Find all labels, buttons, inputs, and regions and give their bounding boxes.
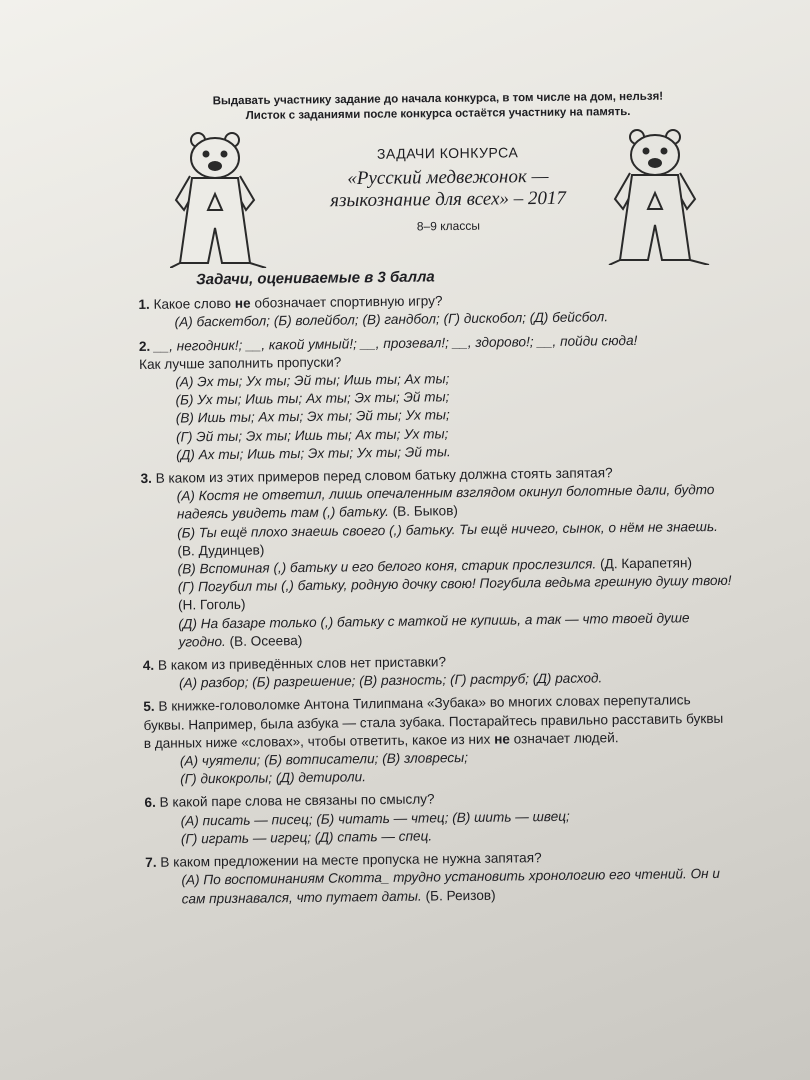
competition-title [298, 165, 598, 212]
answer-options [145, 865, 735, 909]
question-7 [145, 847, 736, 909]
warning-note [168, 89, 708, 125]
competition-title-line-1: «Русский медвежонок — [347, 165, 549, 190]
question-text: обозначает спортивную игру? [250, 293, 443, 311]
answer-option [181, 865, 735, 908]
question-text: Какое слово [153, 296, 235, 313]
question-number: 4. [142, 657, 155, 674]
answer-options: (А) баскетбол; (Б) волейбол; (В) гандбол; (Г) дискобол; (Д) бейсбол. [174, 309, 609, 330]
question-number: 5. [143, 699, 155, 715]
question-number: 7. [145, 854, 157, 871]
question-text: В книжке-головоломке Антона Тилипмана «Зубака» во многих словах перепутались буквы. Например, была азбука — стала зубака. Постарайтесь правильно расставить буквы в данных ниже «словах», чтобы ответить, какое из них [143, 692, 724, 751]
option-text: (Б) Ты ещё плохо знаешь своего (,) батьку. Ты ещё ничего, сынок, о нём не знаешь. [177, 518, 718, 541]
option-author: (Б. Реизов) [425, 887, 496, 904]
option-text: (Г) Погубил ты (,) батьку, родную дочку свою! Погубила ведьма грешную душу твою! [177, 573, 732, 595]
question-number: 3. [140, 470, 152, 487]
question-1 [138, 289, 728, 333]
bear-illustration-left [170, 128, 270, 268]
question-number: 6. [144, 795, 156, 811]
question-number: 2. [138, 338, 151, 354]
tasks-title: ЗАДАЧИ КОНКУРСА [376, 144, 519, 162]
answer-option [178, 608, 732, 651]
answer-option: (Г) Эй ты; Эх ты; Ишь ты; Ах ты; Ух ты; [175, 425, 449, 445]
option-text: (Д) На базаре только (,) батьку с маткой не купишь, а так — что твоей душе угодно. [178, 609, 690, 650]
answer-options [144, 746, 734, 790]
question-prompt: Как лучше заполнить пропуски? [139, 354, 342, 372]
question-4 [143, 650, 733, 694]
option-author: (В. Дудинцев) [177, 542, 265, 559]
answer-option: (Д) Ах ты; Ишь ты; Эх ты; Ух ты; Эй ты. [176, 444, 451, 463]
option-author: (Д. Карапетян) [599, 555, 693, 572]
question-text: В каком из приведённых слов нет приставки? [157, 654, 447, 673]
question-text: В каком предложении на месте пропуска не нужна запятая? [160, 850, 542, 870]
option-author: (Н. Гоголь) [177, 597, 246, 613]
option-text: (А) Костя не ответил, лишь опечаленным взглядом окинул болотные дали, будто надеясь увидеть там (,) батьку. [176, 482, 715, 522]
answer-options [141, 481, 733, 652]
answer-option: (Б) Ух ты; Ишь ты; Ах ты; Эх ты; Эй ты; [175, 389, 450, 408]
option-author: (В. Осеева) [229, 632, 303, 649]
option-author: (В. Быков) [392, 503, 458, 520]
grades: 8–9 классы [416, 218, 480, 234]
question-text-emphasis: не [234, 295, 251, 312]
question-number: 1. [138, 297, 150, 313]
answer-option: (В) Ишь ты; Ах ты; Эх ты; Эй ты; Ух ты; [175, 407, 450, 426]
option-text: (А) По воспоминаниям Скотта_ трудно установить хронологию его чтений. Он и сам признавался, что путает даты. [181, 866, 721, 907]
competition-title-line-2: языкознание для всех» – 2017 [330, 187, 567, 212]
question-text: В какой паре слова не связаны по смыслу? [159, 791, 435, 811]
answer-options: (А) разбор; (Б) разрешение; (В) разность; (Г) раструб; (Д) расход. [178, 670, 603, 691]
option-text: (В) Вспоминая (,) батьку и его белого коня, старик прослезился. [177, 556, 597, 577]
tasks-content [138, 265, 736, 914]
question-text: __, негодник!; __, какой умный!; __, прозевал!; __, здорово!; __, пойди сюда! [153, 332, 638, 354]
answer-option: (Г) дикокролы; (Д) детироли. [180, 769, 367, 787]
question-6 [144, 787, 735, 849]
warning-line-1: Выдавать участнику задание до начала конкурса, в том числе на дом, нельзя! [212, 90, 664, 108]
question-text-emphasis: не [494, 731, 511, 747]
header [298, 143, 599, 234]
bear-illustration-right [605, 125, 715, 265]
question-text: В каком из этих примеров перед словом батьку должна стоять запятая? [155, 465, 613, 486]
answer-option: (Г) играть — игрец; (Д) спать — спец. [180, 828, 433, 847]
question-text: означает людей. [509, 730, 619, 747]
warning-line-2: Листок с заданиями после конкурса остаётся участнику на память. [245, 105, 631, 123]
answer-options [145, 805, 735, 849]
answer-option: (А) чуятели; (Б) вотписатели; (В) зловресы; [179, 750, 469, 769]
answer-option: (А) писать — писец; (Б) читать — чтец; (В) шить — швец; [180, 808, 570, 829]
section-title: Задачи, оцениваемые в 3 балла [195, 268, 435, 289]
question-2 [139, 330, 731, 465]
question-3 [140, 463, 732, 652]
question-5 [143, 691, 734, 789]
answer-options [139, 367, 730, 465]
answer-option: (А) Эх ты; Ух ты; Эй ты; Ишь ты; Ах ты; [175, 371, 450, 390]
